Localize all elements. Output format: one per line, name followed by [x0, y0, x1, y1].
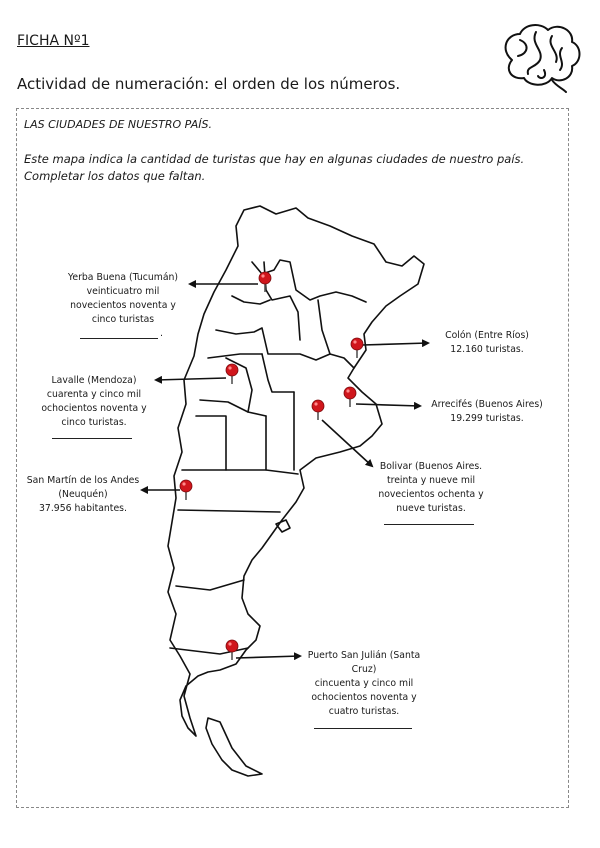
- label-line: Puerto San Julián (Santa: [307, 650, 421, 661]
- label-line: treinta y nueve mil: [386, 475, 476, 486]
- pin-arrecifes-icon: [344, 387, 356, 407]
- box-heading: LAS CIUDADES DE NUESTRO PAÍS.: [24, 118, 212, 131]
- pin-san-martin-icon: [180, 480, 192, 500]
- pin-san-julian-icon: [226, 640, 238, 660]
- worksheet-number: FICHA Nº1: [17, 33, 90, 49]
- label-line: Bolivar (Buenos Aires.: [379, 461, 483, 472]
- answer-line-bolivar[interactable]: [384, 524, 474, 525]
- label-san-julian: [304, 649, 424, 719]
- answer-line-lavalle[interactable]: [52, 438, 132, 439]
- label-bolivar: [366, 460, 496, 516]
- label-line: 12.160 turistas.: [450, 344, 524, 355]
- instructions-line-1: Este mapa indica la cantidad de turistas que hay en algunas ciudades de nuestro país.: [24, 152, 525, 166]
- answer-dot: .: [160, 328, 163, 339]
- label-line: novecientos noventa y: [70, 300, 176, 311]
- label-line: novecientos ochenta y: [378, 489, 484, 500]
- arrow-lavalle: [156, 378, 226, 380]
- label-line: ochocientos noventa y: [311, 692, 417, 703]
- label-line: cinco turistas: [91, 314, 155, 325]
- label-line: (Neuquén): [58, 489, 108, 500]
- arrow-arrecifes: [356, 404, 420, 406]
- arrow-sanjulian: [236, 656, 300, 658]
- label-line: Arrecifés (Buenos Aires): [431, 399, 543, 410]
- pin-colon-icon: [351, 338, 363, 358]
- label-line: cincuenta y cinco mil: [314, 678, 414, 689]
- label-line: nueve turistas.: [396, 503, 466, 514]
- label-line: ochocientos noventa y: [41, 403, 147, 414]
- label-line: cuarenta y cinco mil: [46, 389, 142, 400]
- label-lavalle: [34, 374, 154, 430]
- instructions-line-2: Completar los datos que faltan.: [24, 169, 206, 183]
- pin-lavalle-icon: [226, 364, 238, 384]
- label-line: Colón (Entre Ríos): [445, 330, 529, 341]
- arrow-colon: [362, 343, 428, 345]
- label-yerba-buena: [58, 271, 188, 327]
- label-line: cuatro turistas.: [328, 706, 400, 717]
- label-line: cinco turistas.: [61, 417, 127, 428]
- label-line: veinticuatro mil: [86, 286, 160, 297]
- label-line: 19.299 turistas.: [450, 413, 524, 424]
- activity-title: Actividad de numeración: el orden de los números.: [17, 75, 401, 93]
- label-line: Cruz): [351, 664, 377, 675]
- answer-line-san-julian[interactable]: [314, 728, 412, 729]
- label-line: Lavalle (Mendoza): [51, 375, 137, 386]
- pin-yerba-buena-icon: [259, 272, 271, 292]
- label-line: Yerba Buena (Tucumán): [67, 272, 179, 283]
- label-arrecifes: [424, 398, 550, 426]
- label-line: San Martín de los Andes: [26, 475, 140, 486]
- label-san-martin: [22, 474, 144, 516]
- label-line: 37.956 habitantes.: [39, 503, 127, 514]
- pin-bolivar-icon: [312, 400, 324, 420]
- label-colon: [432, 329, 542, 357]
- answer-line-yerba[interactable]: [80, 338, 158, 339]
